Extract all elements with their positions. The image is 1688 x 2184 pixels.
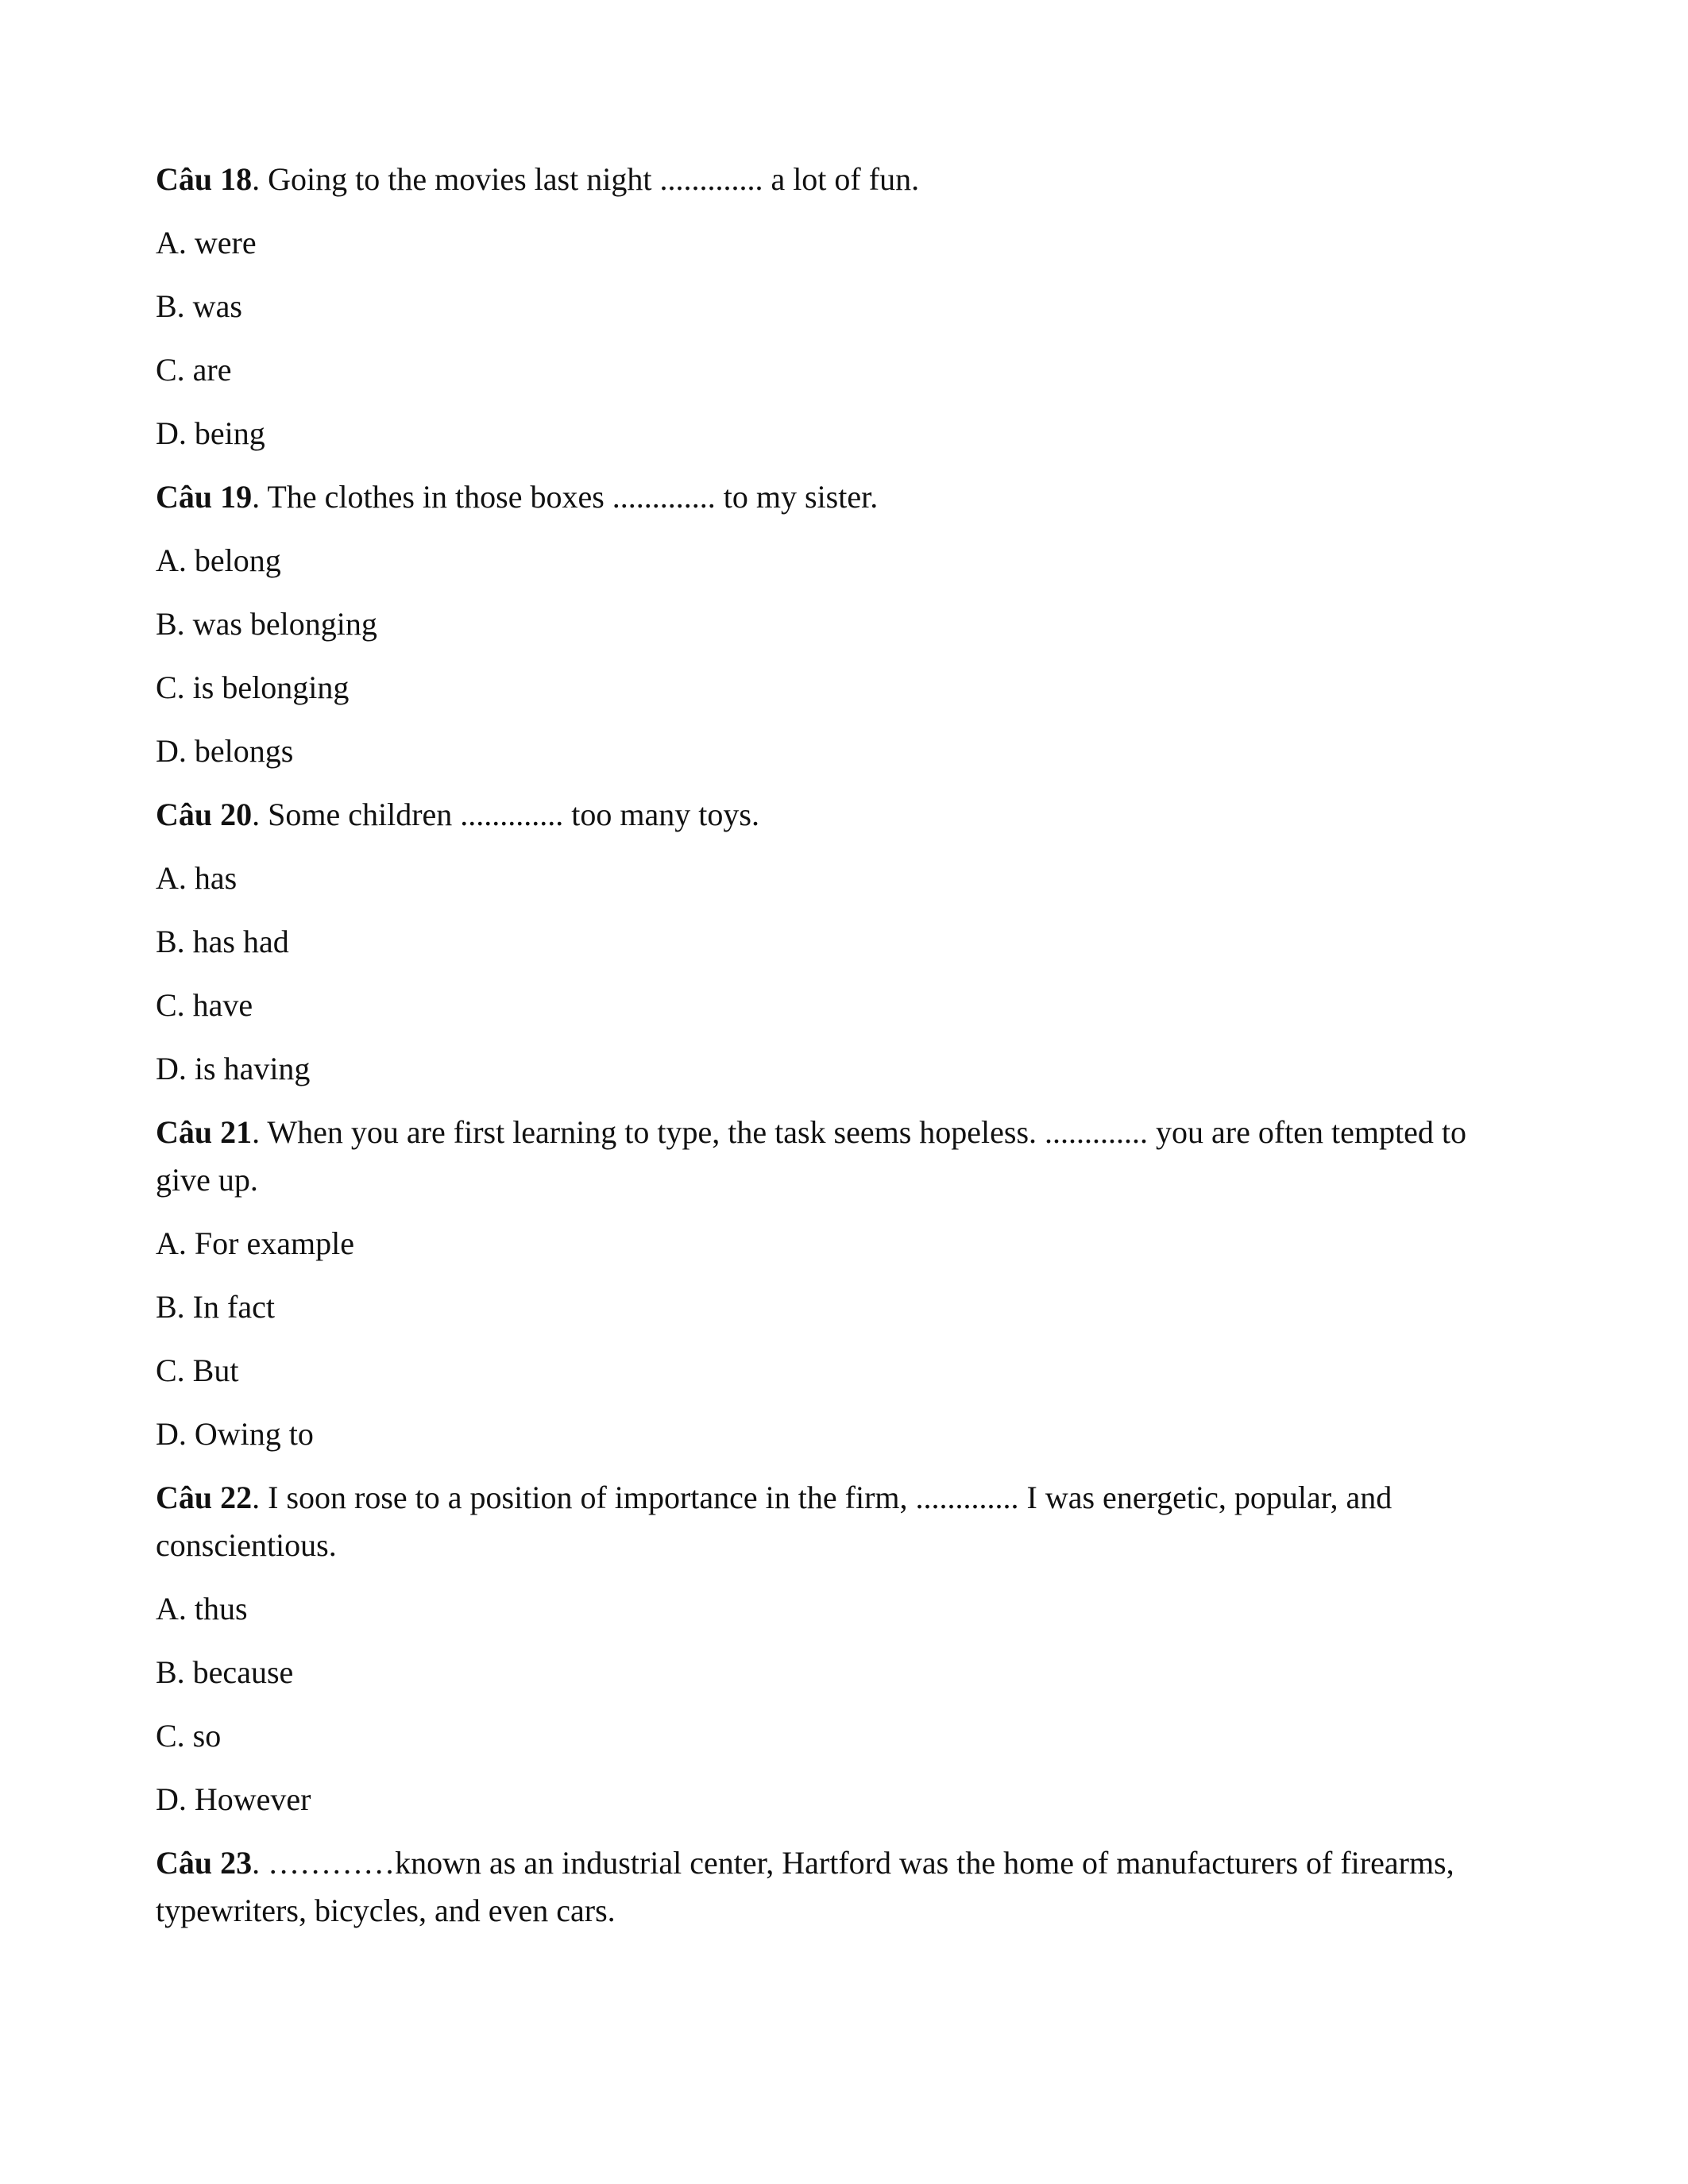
option-c: C. have bbox=[156, 987, 253, 1023]
question-stem bbox=[156, 791, 1506, 839]
option-d: D. belongs bbox=[156, 733, 294, 769]
question-stem bbox=[156, 473, 1506, 521]
question-23 bbox=[156, 1839, 1506, 1935]
question-number: Câu 21 bbox=[156, 1114, 253, 1150]
option-a: A. were bbox=[156, 225, 257, 260]
option-d: D. However bbox=[156, 1781, 311, 1817]
option-a: A. has bbox=[156, 860, 238, 896]
option-d: D. Owing to bbox=[156, 1416, 314, 1452]
question-22 bbox=[156, 1474, 1506, 1823]
question-21 bbox=[156, 1109, 1506, 1458]
option-a: A. For example bbox=[156, 1225, 354, 1261]
option-c: C. so bbox=[156, 1718, 222, 1754]
option-a: A. belong bbox=[156, 542, 281, 578]
option-b: B. has had bbox=[156, 924, 289, 959]
option-c: C. are bbox=[156, 352, 232, 388]
document-page bbox=[156, 156, 1506, 1951]
question-stem bbox=[156, 1109, 1506, 1204]
question-text: . Some children ............. too many toys. bbox=[252, 797, 759, 832]
question-text: . Going to the movies last night ............. a lot of fun. bbox=[252, 161, 920, 197]
question-number: Câu 18 bbox=[156, 161, 253, 197]
question-number: Câu 20 bbox=[156, 797, 253, 832]
question-stem bbox=[156, 156, 1506, 203]
question-text: . When you are first learning to type, the task seems hopeless. ............. you are often tempted to give up. bbox=[156, 1114, 1467, 1198]
question-text: . …………known as an industrial center, Hartford was the home of manufacturers of firearms, typewriters, bicycles, and even cars. bbox=[156, 1845, 1454, 1928]
question-number: Câu 19 bbox=[156, 479, 253, 515]
question-number: Câu 22 bbox=[156, 1480, 253, 1515]
option-a: A. thus bbox=[156, 1591, 248, 1626]
question-number: Câu 23 bbox=[156, 1845, 253, 1881]
option-d: D. being bbox=[156, 415, 265, 451]
question-text: . I soon rose to a position of importance in the firm, ............. I was energetic, popular, and conscientious. bbox=[156, 1480, 1393, 1563]
option-b: B. In fact bbox=[156, 1289, 275, 1325]
option-b: B. was bbox=[156, 288, 242, 324]
question-18 bbox=[156, 156, 1506, 457]
question-20 bbox=[156, 791, 1506, 1093]
option-d: D. is having bbox=[156, 1051, 311, 1086]
question-stem bbox=[156, 1839, 1506, 1935]
question-stem bbox=[156, 1474, 1506, 1569]
question-text: . The clothes in those boxes ............. to my sister. bbox=[252, 479, 879, 515]
option-c: C. is belonging bbox=[156, 669, 350, 705]
option-c: C. But bbox=[156, 1352, 239, 1388]
option-b: B. because bbox=[156, 1654, 294, 1690]
option-b: B. was belonging bbox=[156, 606, 377, 642]
question-19 bbox=[156, 473, 1506, 775]
